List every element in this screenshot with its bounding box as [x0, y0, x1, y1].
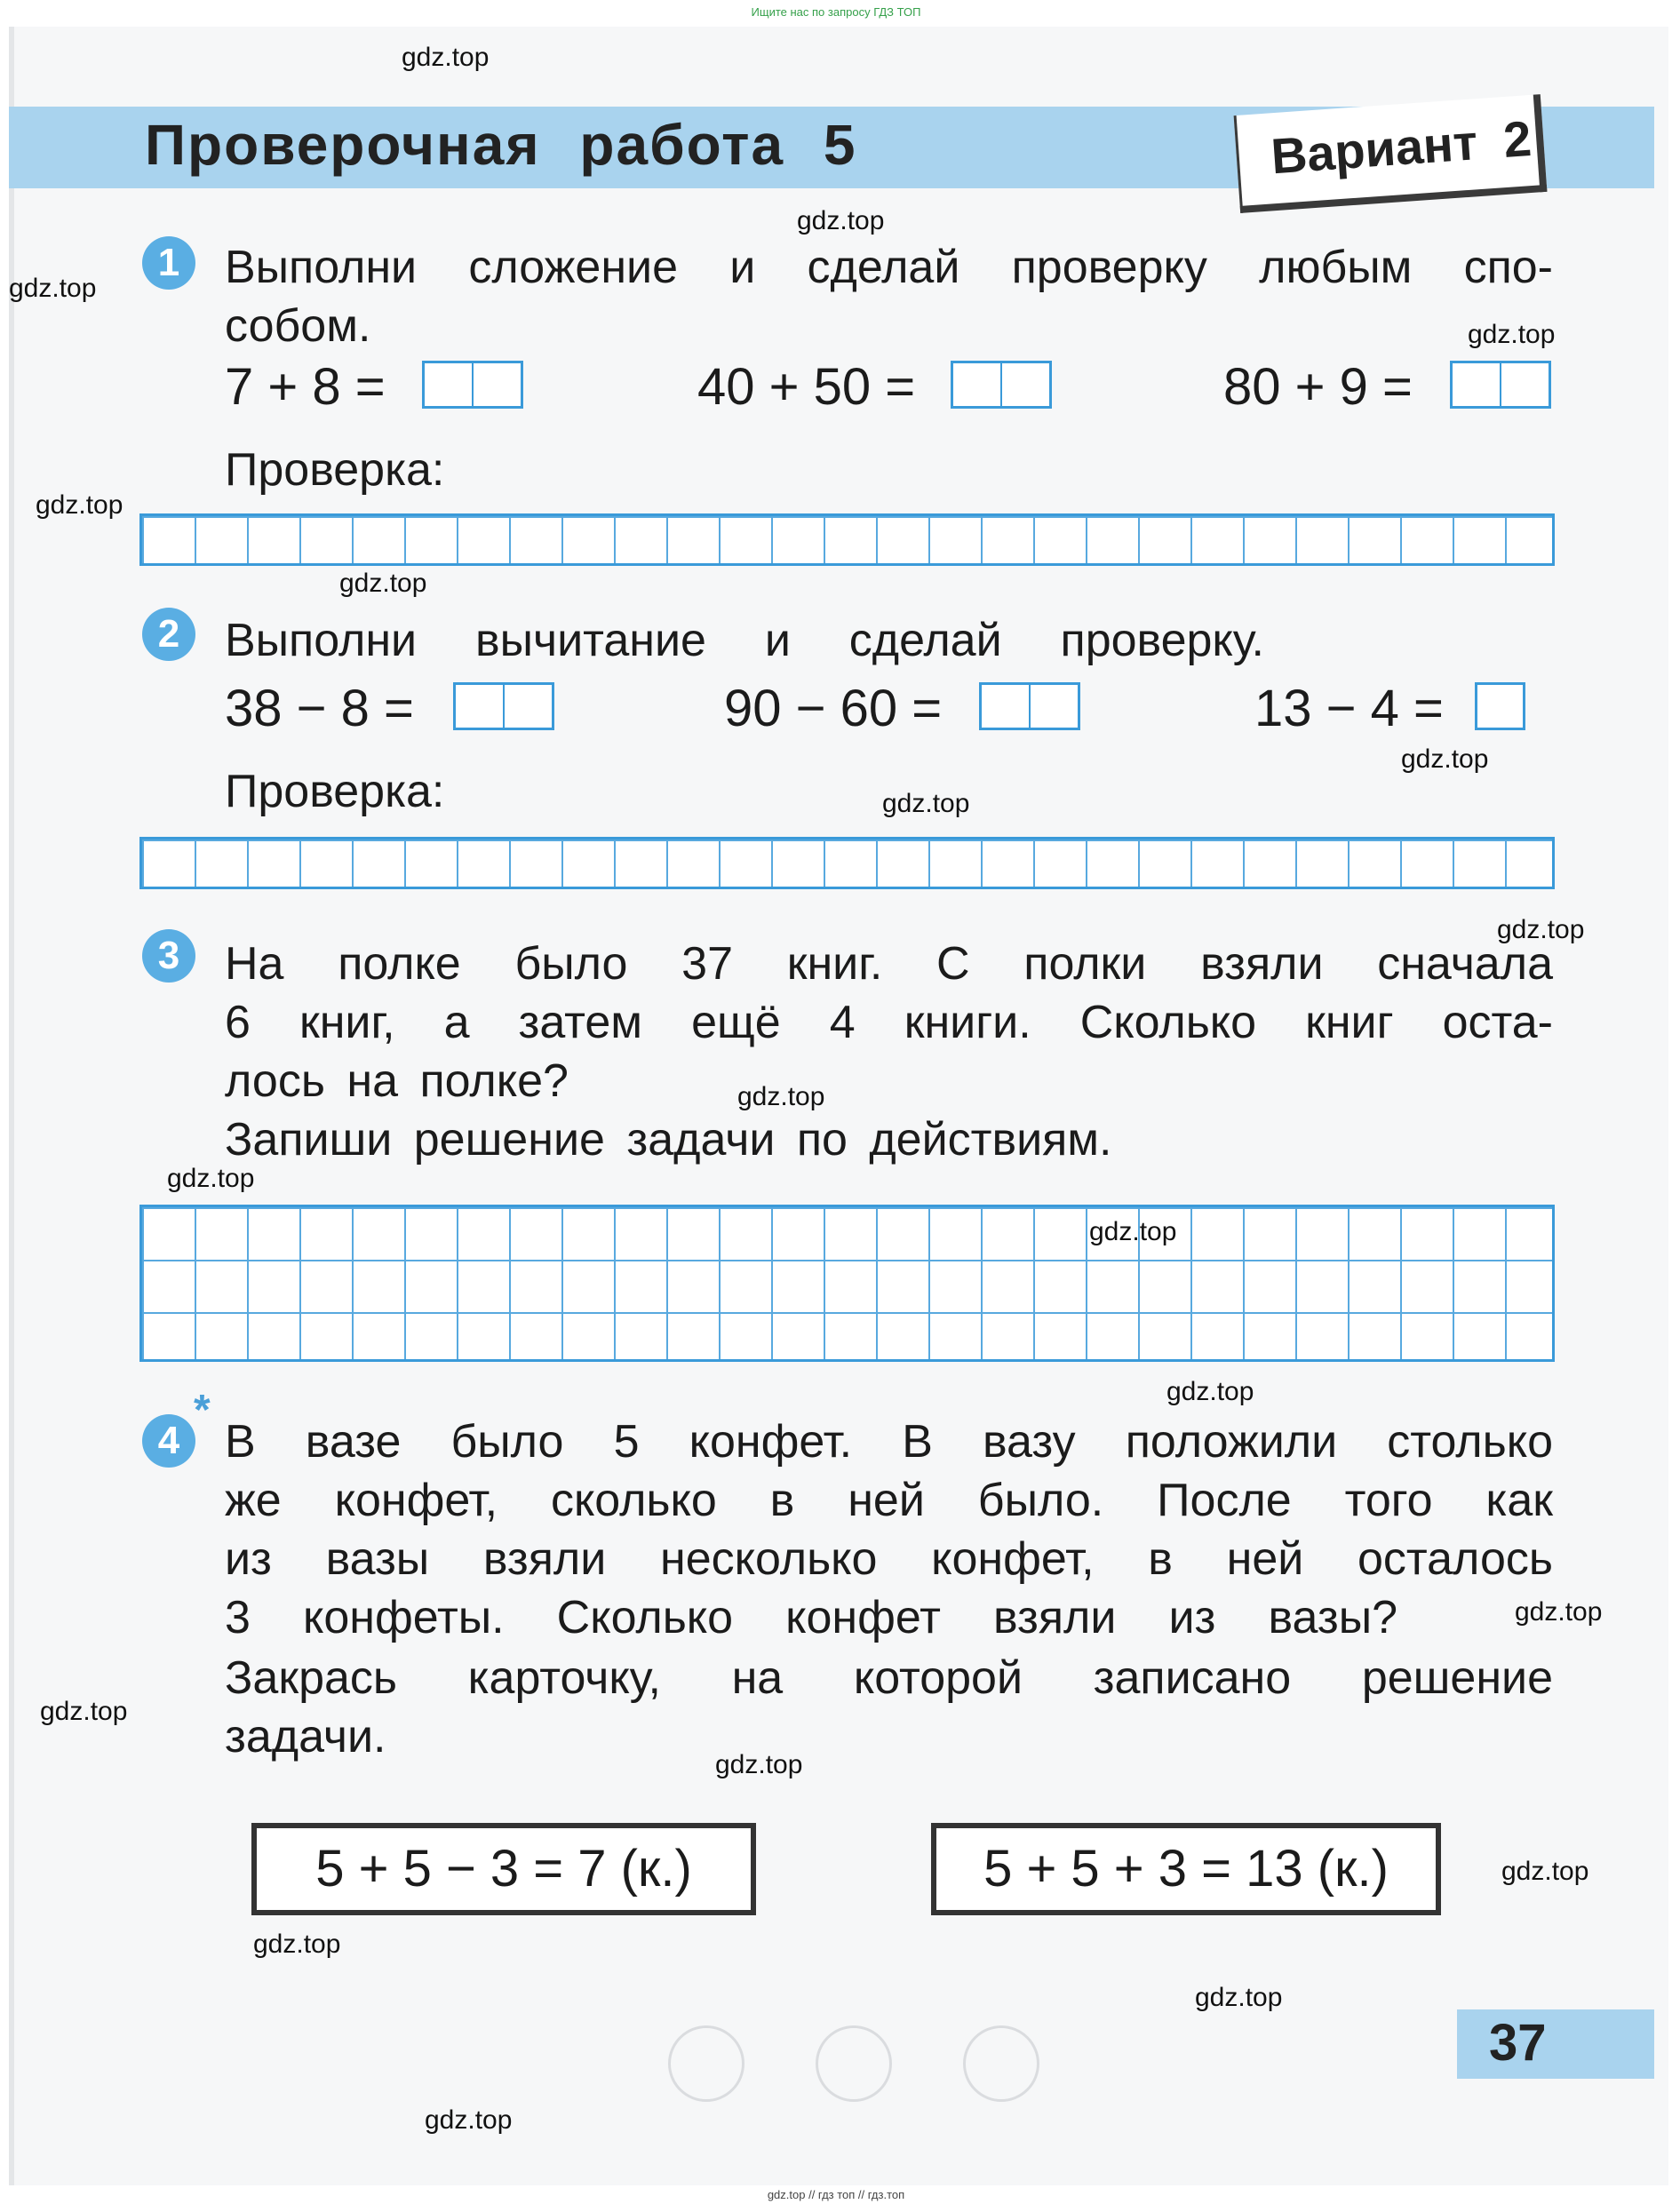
watermark: gdz.top: [1501, 1857, 1589, 1886]
check-grid-2[interactable]: [139, 837, 1555, 889]
watermark: gdz.top: [36, 490, 123, 520]
watermark: gdz.top: [882, 789, 970, 818]
task-3-number: 3: [142, 929, 195, 983]
task-4-number: 4: [142, 1414, 195, 1468]
watermark: gdz.top: [1401, 744, 1489, 774]
answer-box[interactable]: [979, 682, 1080, 730]
task-4-text-line1: В вазе было 5 конфет. В вазу положили столько: [225, 1416, 1553, 1468]
watermark: gdz.top: [167, 1164, 255, 1193]
answer-box[interactable]: [951, 361, 1052, 409]
watermark: gdz.top: [797, 206, 885, 235]
watermark: gdz.top: [1497, 915, 1585, 944]
solution-card-2[interactable]: 5 + 5 + 3 = 13 (к.): [931, 1823, 1441, 1915]
task-2-equation-3: 13 − 4 =: [1254, 680, 1444, 737]
task-1-number: 1: [142, 236, 195, 290]
variant-text: Вариант 2: [1269, 109, 1533, 185]
task-3-text-line3: лось на полке?: [225, 1055, 569, 1107]
watermark: gdz.top: [1166, 1377, 1254, 1406]
page-number: 37: [1489, 2014, 1547, 2072]
answer-box[interactable]: [453, 682, 554, 730]
task-1-equation-3: 80 + 9 =: [1223, 358, 1413, 416]
footer-note: gdz.top // гдз топ // гдз.топ: [767, 2188, 905, 2201]
watermark: gdz.top: [1195, 1983, 1283, 2012]
answer-box[interactable]: [1450, 361, 1551, 409]
task-3-text-line2: 6 книг, а затем ещё 4 книги. Сколько книг оста-: [225, 997, 1553, 1048]
sad-face-icon: [668, 2025, 744, 2102]
watermark: gdz.top: [1468, 320, 1556, 349]
answer-box[interactable]: [422, 361, 523, 409]
check-grid-1[interactable]: [139, 513, 1555, 566]
neutral-face-icon: [816, 2025, 892, 2102]
task-1-check-label: Проверка:: [225, 444, 445, 496]
watermark: gdz.top: [737, 1082, 825, 1111]
watermark: gdz.top: [40, 1697, 128, 1726]
task-1-text-line2: собом.: [225, 300, 371, 352]
task-2-number: 2: [142, 608, 195, 661]
happy-face-icon: [963, 2025, 1039, 2102]
task-3-text-line1: На полке было 37 книг. С полки взяли сначала: [225, 938, 1553, 990]
task-4-text-line6: задачи.: [225, 1711, 386, 1762]
task-4-text-line5: Закрась карточку, на которой записано решение: [225, 1652, 1553, 1704]
solution-card-1[interactable]: 5 + 5 − 3 = 7 (к.): [251, 1823, 756, 1915]
task-2-equation-1: 38 − 8 =: [225, 680, 414, 737]
solution-grid[interactable]: [139, 1205, 1555, 1362]
task-1-equation-1: 7 + 8 =: [225, 358, 386, 416]
task-1-equation-2: 40 + 50 =: [697, 358, 916, 416]
task-3-text-line4: Запиши решение задачи по действиям.: [225, 1114, 1112, 1166]
watermark: gdz.top: [1515, 1597, 1603, 1627]
page-number-band: [1457, 2009, 1654, 2079]
page-title: Проверочная работа 5: [145, 113, 857, 177]
answer-box[interactable]: [1475, 682, 1525, 730]
watermark: gdz.top: [253, 1930, 341, 1959]
watermark: gdz.top: [425, 2105, 513, 2135]
task-2-equation-2: 90 − 60 =: [724, 680, 943, 737]
watermark: gdz.top: [1089, 1217, 1177, 1246]
task-4-text-line4: 3 конфеты. Сколько конфет взяли из вазы?: [225, 1592, 1397, 1643]
task-4-star: *: [194, 1387, 211, 1434]
task-4-text-line3: из вазы взяли несколько конфет, в ней осталось: [225, 1533, 1553, 1585]
task-2-text-line1: Выполни вычитание и сделай проверку.: [225, 615, 1264, 666]
watermark: gdz.top: [339, 569, 427, 598]
task-1-text-line1: Выполни сложение и сделай проверку любым спо-: [225, 242, 1553, 293]
header-note: Ищите нас по запросу ГДЗ ТОП: [751, 5, 921, 19]
task-2-check-label: Проверка:: [225, 766, 445, 817]
watermark: gdz.top: [402, 43, 490, 72]
watermark: gdz.top: [9, 274, 97, 303]
task-4-text-line2: же конфет, сколько в ней было. После того как: [225, 1475, 1553, 1526]
watermark: gdz.top: [715, 1750, 803, 1779]
